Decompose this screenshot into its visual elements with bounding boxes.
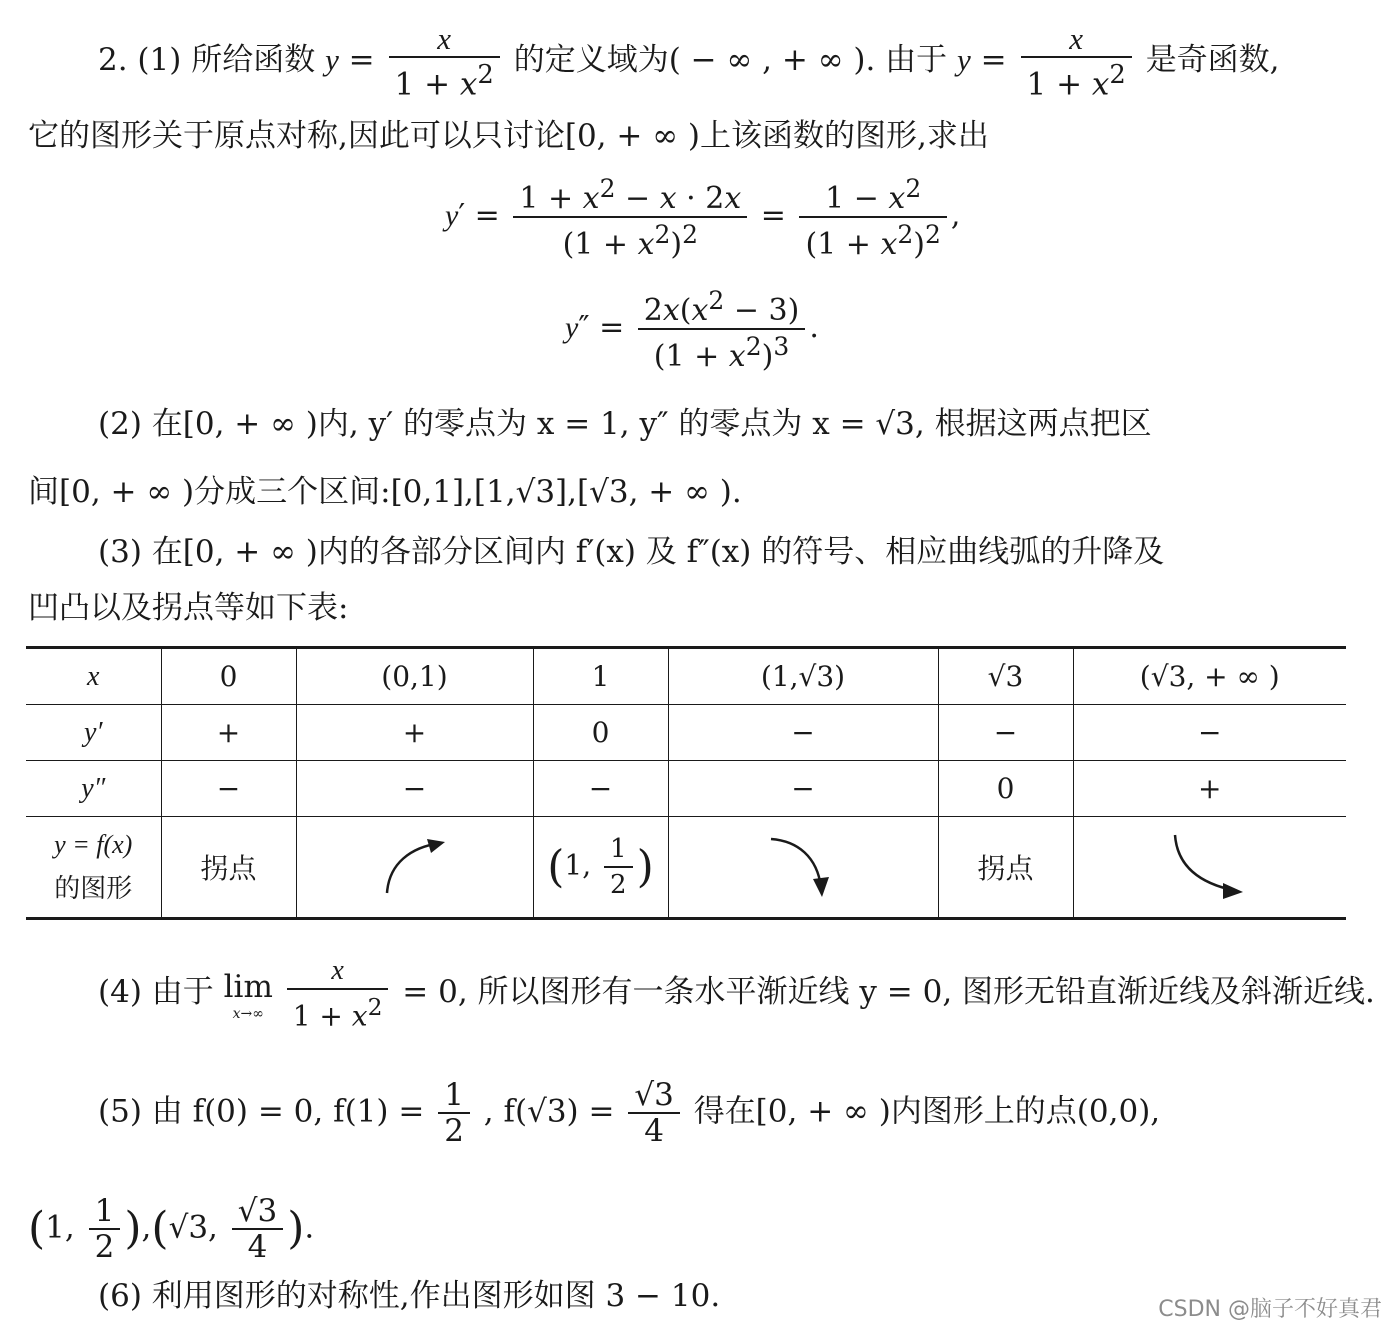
p5-frac1-num: 1 [438,1078,470,1114]
p4-text-a: (4) 由于 [98,974,214,1011]
p3-line1: (3) 在[0, + ∞ )内的各部分区间内 f′(x) 及 f″(x) 的符号、相应曲线弧的升降及 [98,534,1165,570]
table-cell: − [533,761,668,817]
pt1-comma: , [64,1209,75,1246]
table-row-x [26,648,1346,705]
table-cell: (1,√3) [668,648,938,705]
table-row-y-prime [26,705,1346,761]
table-cell: y″ [26,761,161,817]
p5-frac2-den: 4 [644,1113,664,1149]
p1-text-a: 2. (1) 所给函数 [98,42,316,79]
table-row-y-double-prime [26,761,1346,817]
table-row-shape [26,817,1346,919]
p1-text-c: 是奇函数, [1145,42,1280,79]
pt1-num: 1 [89,1194,121,1230]
p5-text-c: 得在[0, + ∞ )内图形上的点(0,0), [693,1093,1161,1130]
table-cell: (√3, + ∞ ) [1073,648,1346,705]
pt2-den: 4 [247,1229,268,1265]
rising-concave-down-arrow-icon [296,817,533,919]
p4-text-b: = 0, 所以图形有一条水平渐近线 y = 0, 图形无铅直渐近线及斜渐近线. [402,974,1375,1011]
falling-concave-down-arrow-icon [668,817,938,919]
table-cell: 1 [533,648,668,705]
table-cell: + [161,705,296,761]
pts-comma: , [141,1209,152,1246]
table-cell: y′ [26,705,161,761]
p1-text-b: 的定义域为( − ∞ , + ∞ ). 由于 [513,42,948,79]
table-cell: − [668,705,938,761]
p5-line1 [98,1078,1160,1148]
point-den: 2 [610,870,627,900]
table-cell: (0,1) [296,648,533,705]
point-num: 1 [604,832,633,868]
p1-line1: 2. (1) 所给函数 y = $\frac{x}{1 + x^2}$ 的定义域为( − ∞ , + ∞ ). 由于 y = $\frac{x}{1 + x^2}$ 是奇函数, [98,21,1280,103]
p3-line2: 凹凸以及拐点等如下表: [28,590,349,626]
p6-line: (6) 利用图形的对称性,作出图形如图 3 − 10. [98,1278,721,1314]
pt2-num: √3 [232,1194,283,1230]
table-cell: 拐点 [938,817,1073,919]
table-cell: − [296,761,533,817]
point-x: 1 [564,848,583,882]
table-cell: − [1073,705,1346,761]
pt2-x: √3 [168,1209,209,1246]
table-cell: 拐点 [161,817,296,919]
sign-table [26,646,1346,920]
p2-line1: (2) 在[0, + ∞ )内, y′ 的零点为 x = 1, y″ 的零点为 x = √3, 根据这两点把区 [98,406,1152,442]
pt1-x: 1 [45,1209,65,1246]
table-cell: + [1073,761,1346,817]
table-cell: x [87,660,100,692]
p5-text-a: (5) 由 f(0) = 0, f(1) = [98,1093,425,1130]
watermark: CSDN @脑子不好真君 [1158,1297,1382,1322]
table-cell: 0 [161,648,296,705]
shape-label-2: 的图形 [54,874,133,904]
limit-expression: lim x→∞ [223,968,273,1022]
fraction-x-over-1px2: $\frac{x}{1 + x^2}$ [389,22,500,101]
p5-frac2-num: √3 [628,1078,679,1114]
falling-concave-up-arrow-icon [1073,817,1346,919]
pts-period: . [304,1209,315,1246]
table-cell: 0 [533,705,668,761]
p5-line2: (1, $\frac{1}{2}$ ),(√3, $\frac{√3}{4}$ ). [28,1193,315,1265]
table-cell: − [668,761,938,817]
p5-frac1-den: 2 [444,1113,464,1149]
p4-line: (4) 由于 lim x→∞ $\frac{x}{1 + x^2}$ = 0, 所以图形有一条水平渐近线 y = 0, 图形无铅直渐近线及斜渐近线. [98,955,1375,1033]
point-cell: (1, $\frac{1}{2}$ ) [533,817,668,919]
table-cell [26,817,161,919]
table-cell: − [938,705,1073,761]
p5-text-b: , f(√3) = [483,1093,615,1130]
table-cell: − [161,761,296,817]
table-cell: √3 [938,648,1073,705]
p2-line2: 间[0, + ∞ )分成三个区间:[0,1],[1,√3],[√3, + ∞ ). [28,474,742,510]
pt1-den: 2 [94,1229,115,1265]
table-cell: + [296,705,533,761]
fraction-x-over-1px2-b: $\frac{x}{1 + x^2}$ [1021,22,1132,101]
table-cell: 0 [938,761,1073,817]
p1-line2: 它的图形关于原点对称,因此可以只讨论[0, + ∞ )上该函数的图形,求出 [28,118,989,154]
shape-label-1: y = f(x) [54,830,133,859]
equation-second-derivative: y″ = $\frac{2x(x^2 - 3)}{(1 + x^2)^3}$ . [565,286,819,374]
equation-first-derivative: y′ = $\frac{1 + x^2 - x \cdot 2x}{(1 + x^2)^2}$ = $\frac{1 - x^2}{(1 + x^2)^2}$ , [445,174,961,262]
pt2-comma: , [208,1209,218,1246]
